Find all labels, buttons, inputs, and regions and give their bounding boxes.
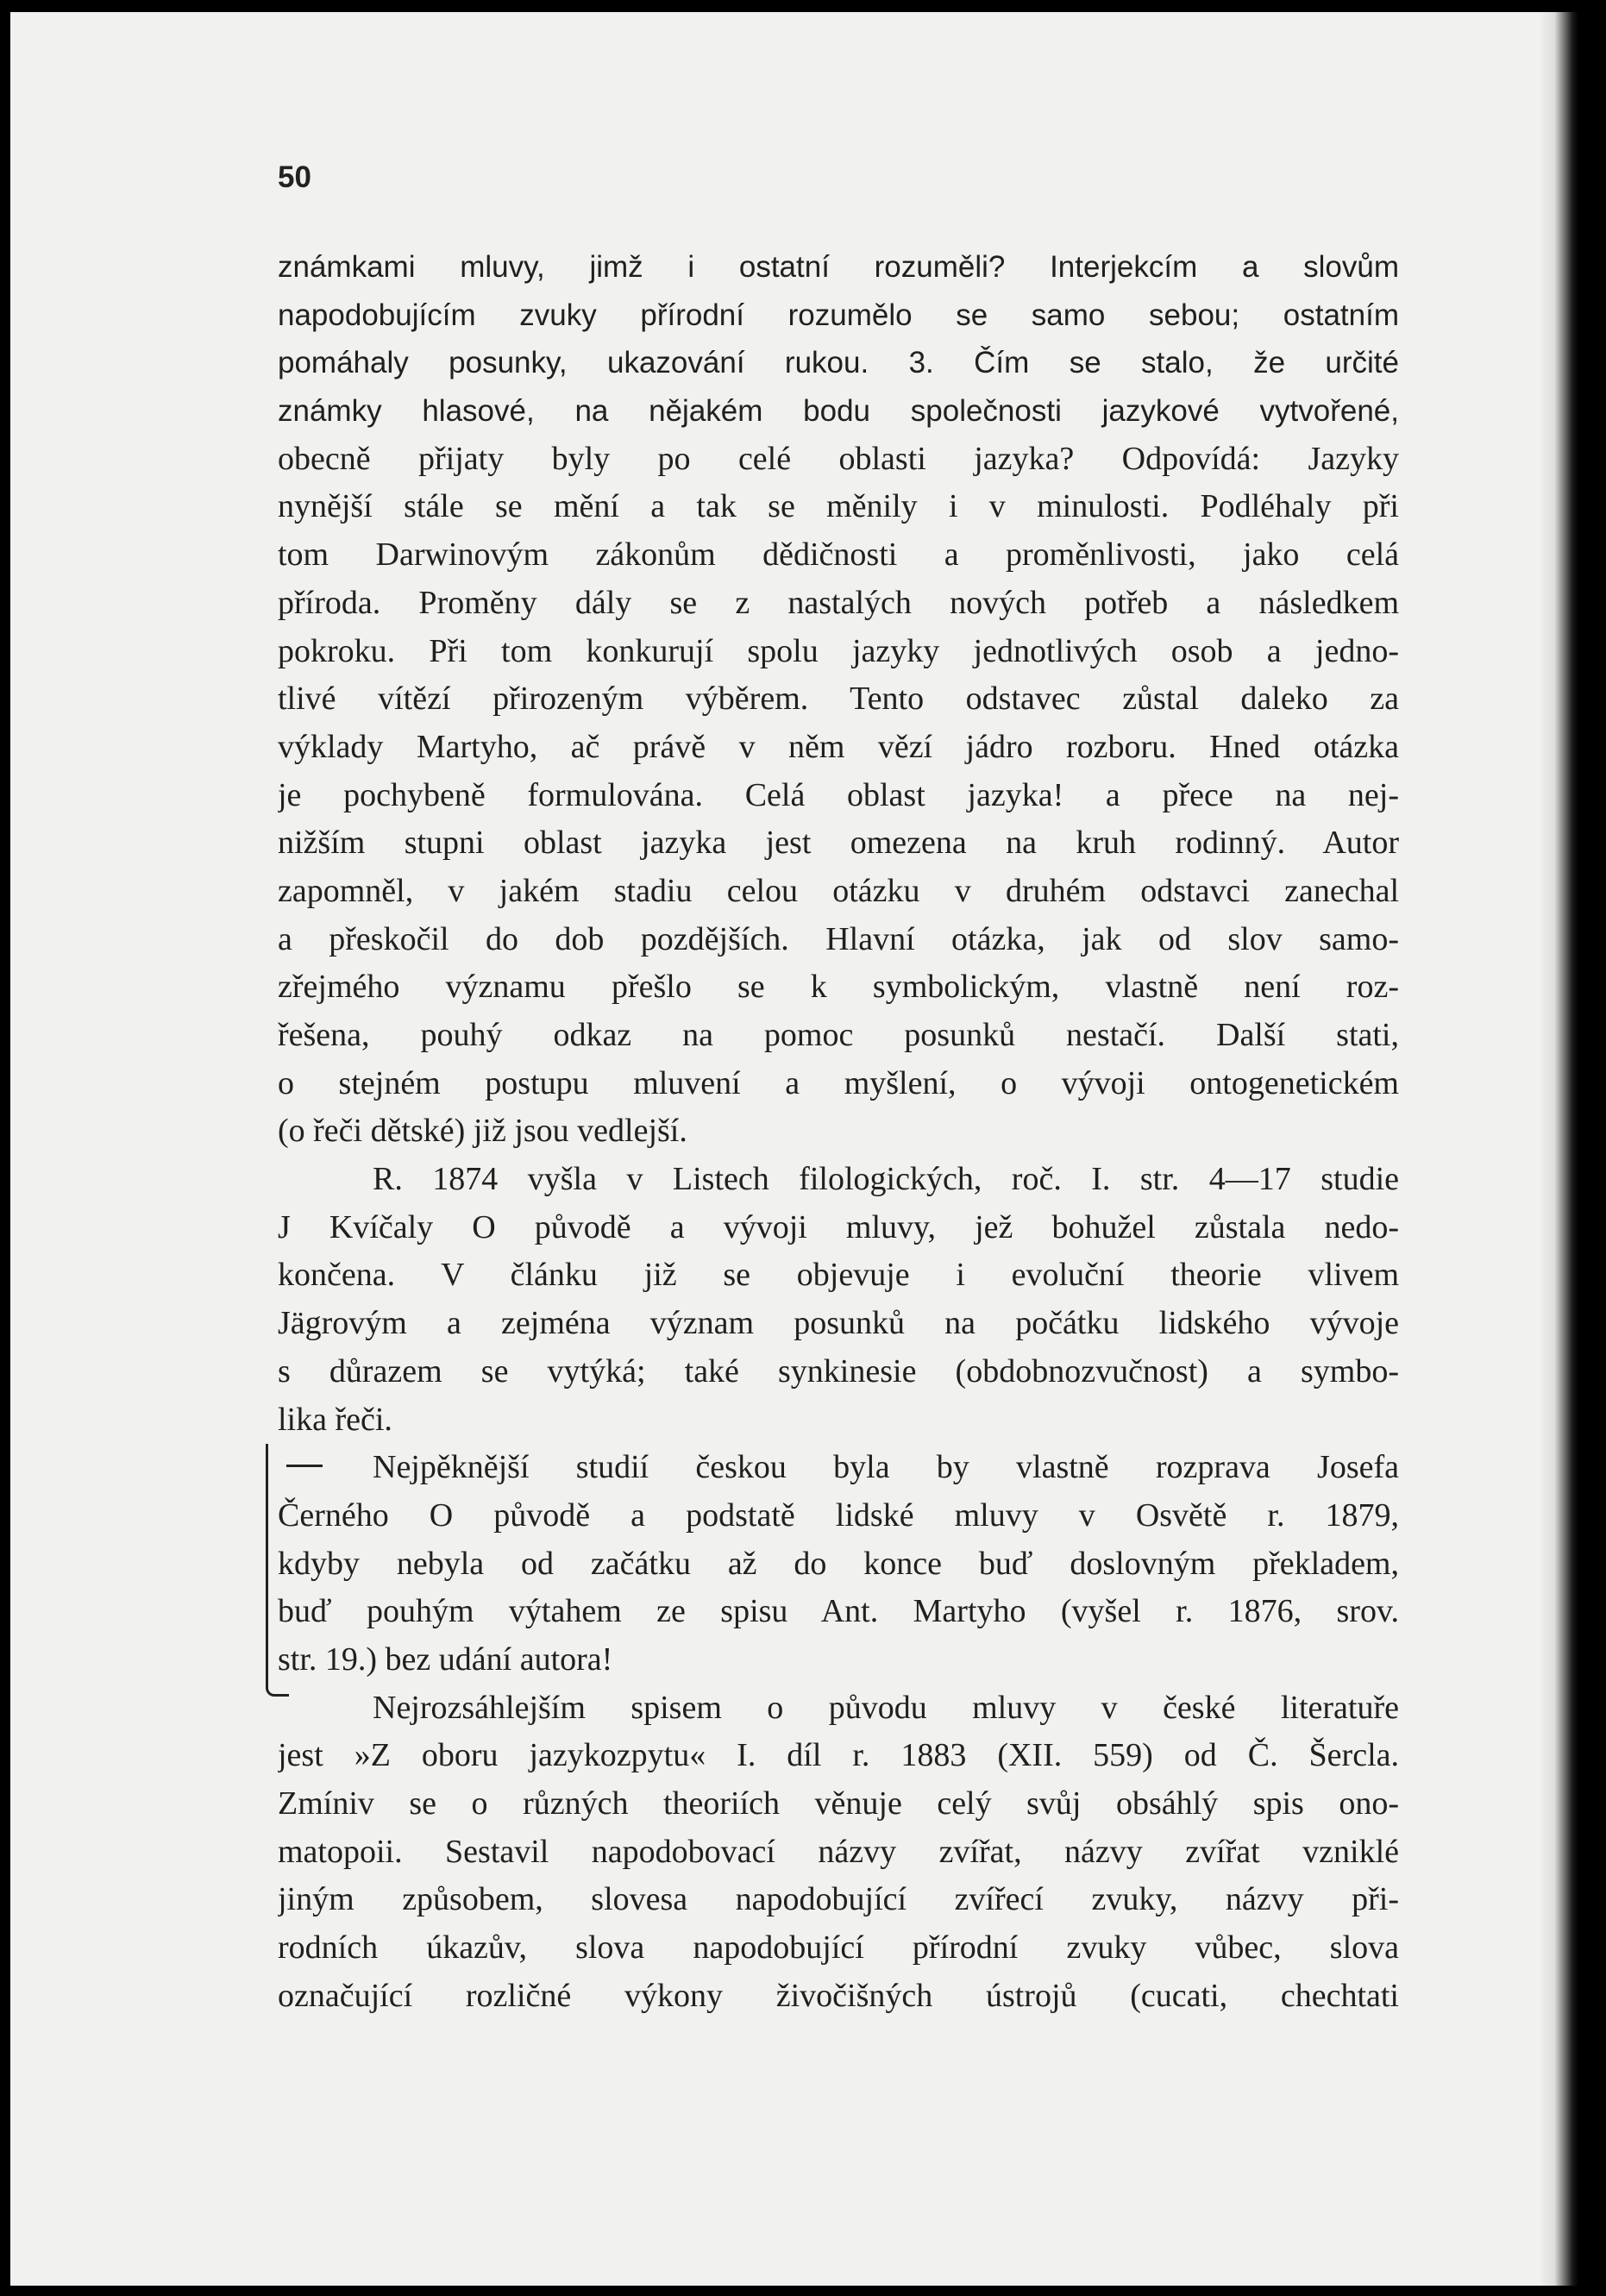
- handwritten-margin-bracket: [266, 1444, 289, 1697]
- text-line: zapomněl, v jakém stadiu celou otázku v druhém odstavci zanechal: [278, 872, 1399, 909]
- text-line: tlivé vítězí přirozeným výběrem. Tento odstavec zůstal daleko za: [278, 681, 1399, 718]
- text-line: nižším stupni oblast jazyka jest omezena na kruh rodinný. Autor: [278, 825, 1399, 862]
- text-line: nynější stále se mění a tak se měnily i v minulosti. Podléhaly při: [278, 488, 1399, 525]
- text-line: napodobujícím zvuky přírodní rozumělo se samo sebou; ostatním: [278, 298, 1399, 332]
- text-line: R. 1874 vyšla v Listech filologických, roč. I. str. 4—17 studie: [373, 1161, 1399, 1198]
- text-line: a přeskočil do dob pozdějších. Hlavní otázka, jak od slov samo-: [278, 920, 1399, 957]
- text-line: je pochybeně formulována. Celá oblast jazyka! a přece na nej-: [278, 776, 1399, 813]
- text-line: jest »Z oboru jazykozpytu« I. díl r. 1883 (XII. 559) od Č. Šercla.: [278, 1737, 1399, 1774]
- text-line: známky hlasové, na nějakém bodu společnosti jazykové vytvořené,: [278, 394, 1399, 429]
- text-line: (o řeči dětské) již jsou vedlejší.: [278, 1113, 687, 1150]
- text-line: buď pouhým výtahem ze spisu Ant. Martyho (vyšel r. 1876, srov.: [278, 1593, 1399, 1630]
- text-line: řešena, pouhý odkaz na pomoc posunků nestačí. Další stati,: [278, 1017, 1399, 1053]
- text-line: označující rozličné výkony živočišných ústrojů (cucati, chechtati: [278, 1977, 1399, 2014]
- text-line: o stejném postupu mluvení a myšlení, o vývoji ontogenetickém: [278, 1064, 1399, 1101]
- text-line: kdyby nebyla od začátku až do konce buď doslovným překladem,: [278, 1545, 1399, 1582]
- text-line: Nejpěknější studií českou byla by vlastně rozprava Josefa: [373, 1449, 1399, 1486]
- text-line: Černého O původě a podstatě lidské mluvy v Osvětě r. 1879,: [278, 1496, 1399, 1534]
- text-line: tom Darwinovým zákonům dědičnosti a proměnlivosti, jako celá: [278, 536, 1399, 574]
- body-text: [278, 243, 1399, 2020]
- handwritten-margin-mark: [286, 1465, 323, 1467]
- text-line: str. 19.) bez udání autora!: [278, 1640, 613, 1678]
- page-edge-shadow: [1539, 12, 1578, 2286]
- text-line: matopoii. Sestavil napodobovací názvy zvířat, názvy zvířat vzniklé: [278, 1833, 1399, 1870]
- text-line: s důrazem se vytýká; také synkinesie (obdobnozvučnost) a symbo-: [278, 1352, 1399, 1390]
- text-line: Nejrozsáhlejším spisem o původu mluvy v české literatuře: [373, 1689, 1399, 1726]
- text-line: rodních úkazův, slova napodobující přírodní zvuky vůbec, slova: [278, 1929, 1399, 1967]
- text-line: známkami mluvy, jimž i ostatní rozuměli? Interjekcím a slovům: [278, 250, 1399, 284]
- text-line: Zmíniv se o různých theoriích věnuje celý svůj obsáhlý spis ono-: [278, 1785, 1399, 1822]
- text-line: J Kvíčaly O původě a vývoji mluvy, jež bohužel zůstala nedo-: [278, 1208, 1399, 1245]
- page-number: 50: [278, 160, 311, 194]
- text-line: obecně přijaty byly po celé oblasti jazyka? Odpovídá: Jazyky: [278, 440, 1399, 477]
- text-line: lika řeči.: [278, 1401, 392, 1438]
- text-line: pomáhaly posunky, ukazování rukou. 3. Čím se stalo, že určité: [278, 346, 1399, 380]
- text-line: zřejmého významu přešlo se k symbolickým, vlastně není roz-: [278, 969, 1399, 1006]
- text-line: výklady Martyho, ač právě v něm vězí jádro rozboru. Hned otázka: [278, 728, 1399, 765]
- text-line: pokroku. Při tom konkurují spolu jazyky jednotlivých osob a jedno-: [278, 632, 1399, 669]
- text-line: Jägrovým a zejména význam posunků na počátku lidského vývoje: [278, 1305, 1399, 1342]
- text-line: jiným způsobem, slovesa napodobující zvířecí zvuky, názvy při-: [278, 1881, 1399, 1918]
- text-line: příroda. Proměny dály se z nastalých nových potřeb a následkem: [278, 584, 1399, 621]
- book-page: [10, 12, 1578, 2286]
- text-line: končena. V článku již se objevuje i evoluční theorie vlivem: [278, 1257, 1399, 1294]
